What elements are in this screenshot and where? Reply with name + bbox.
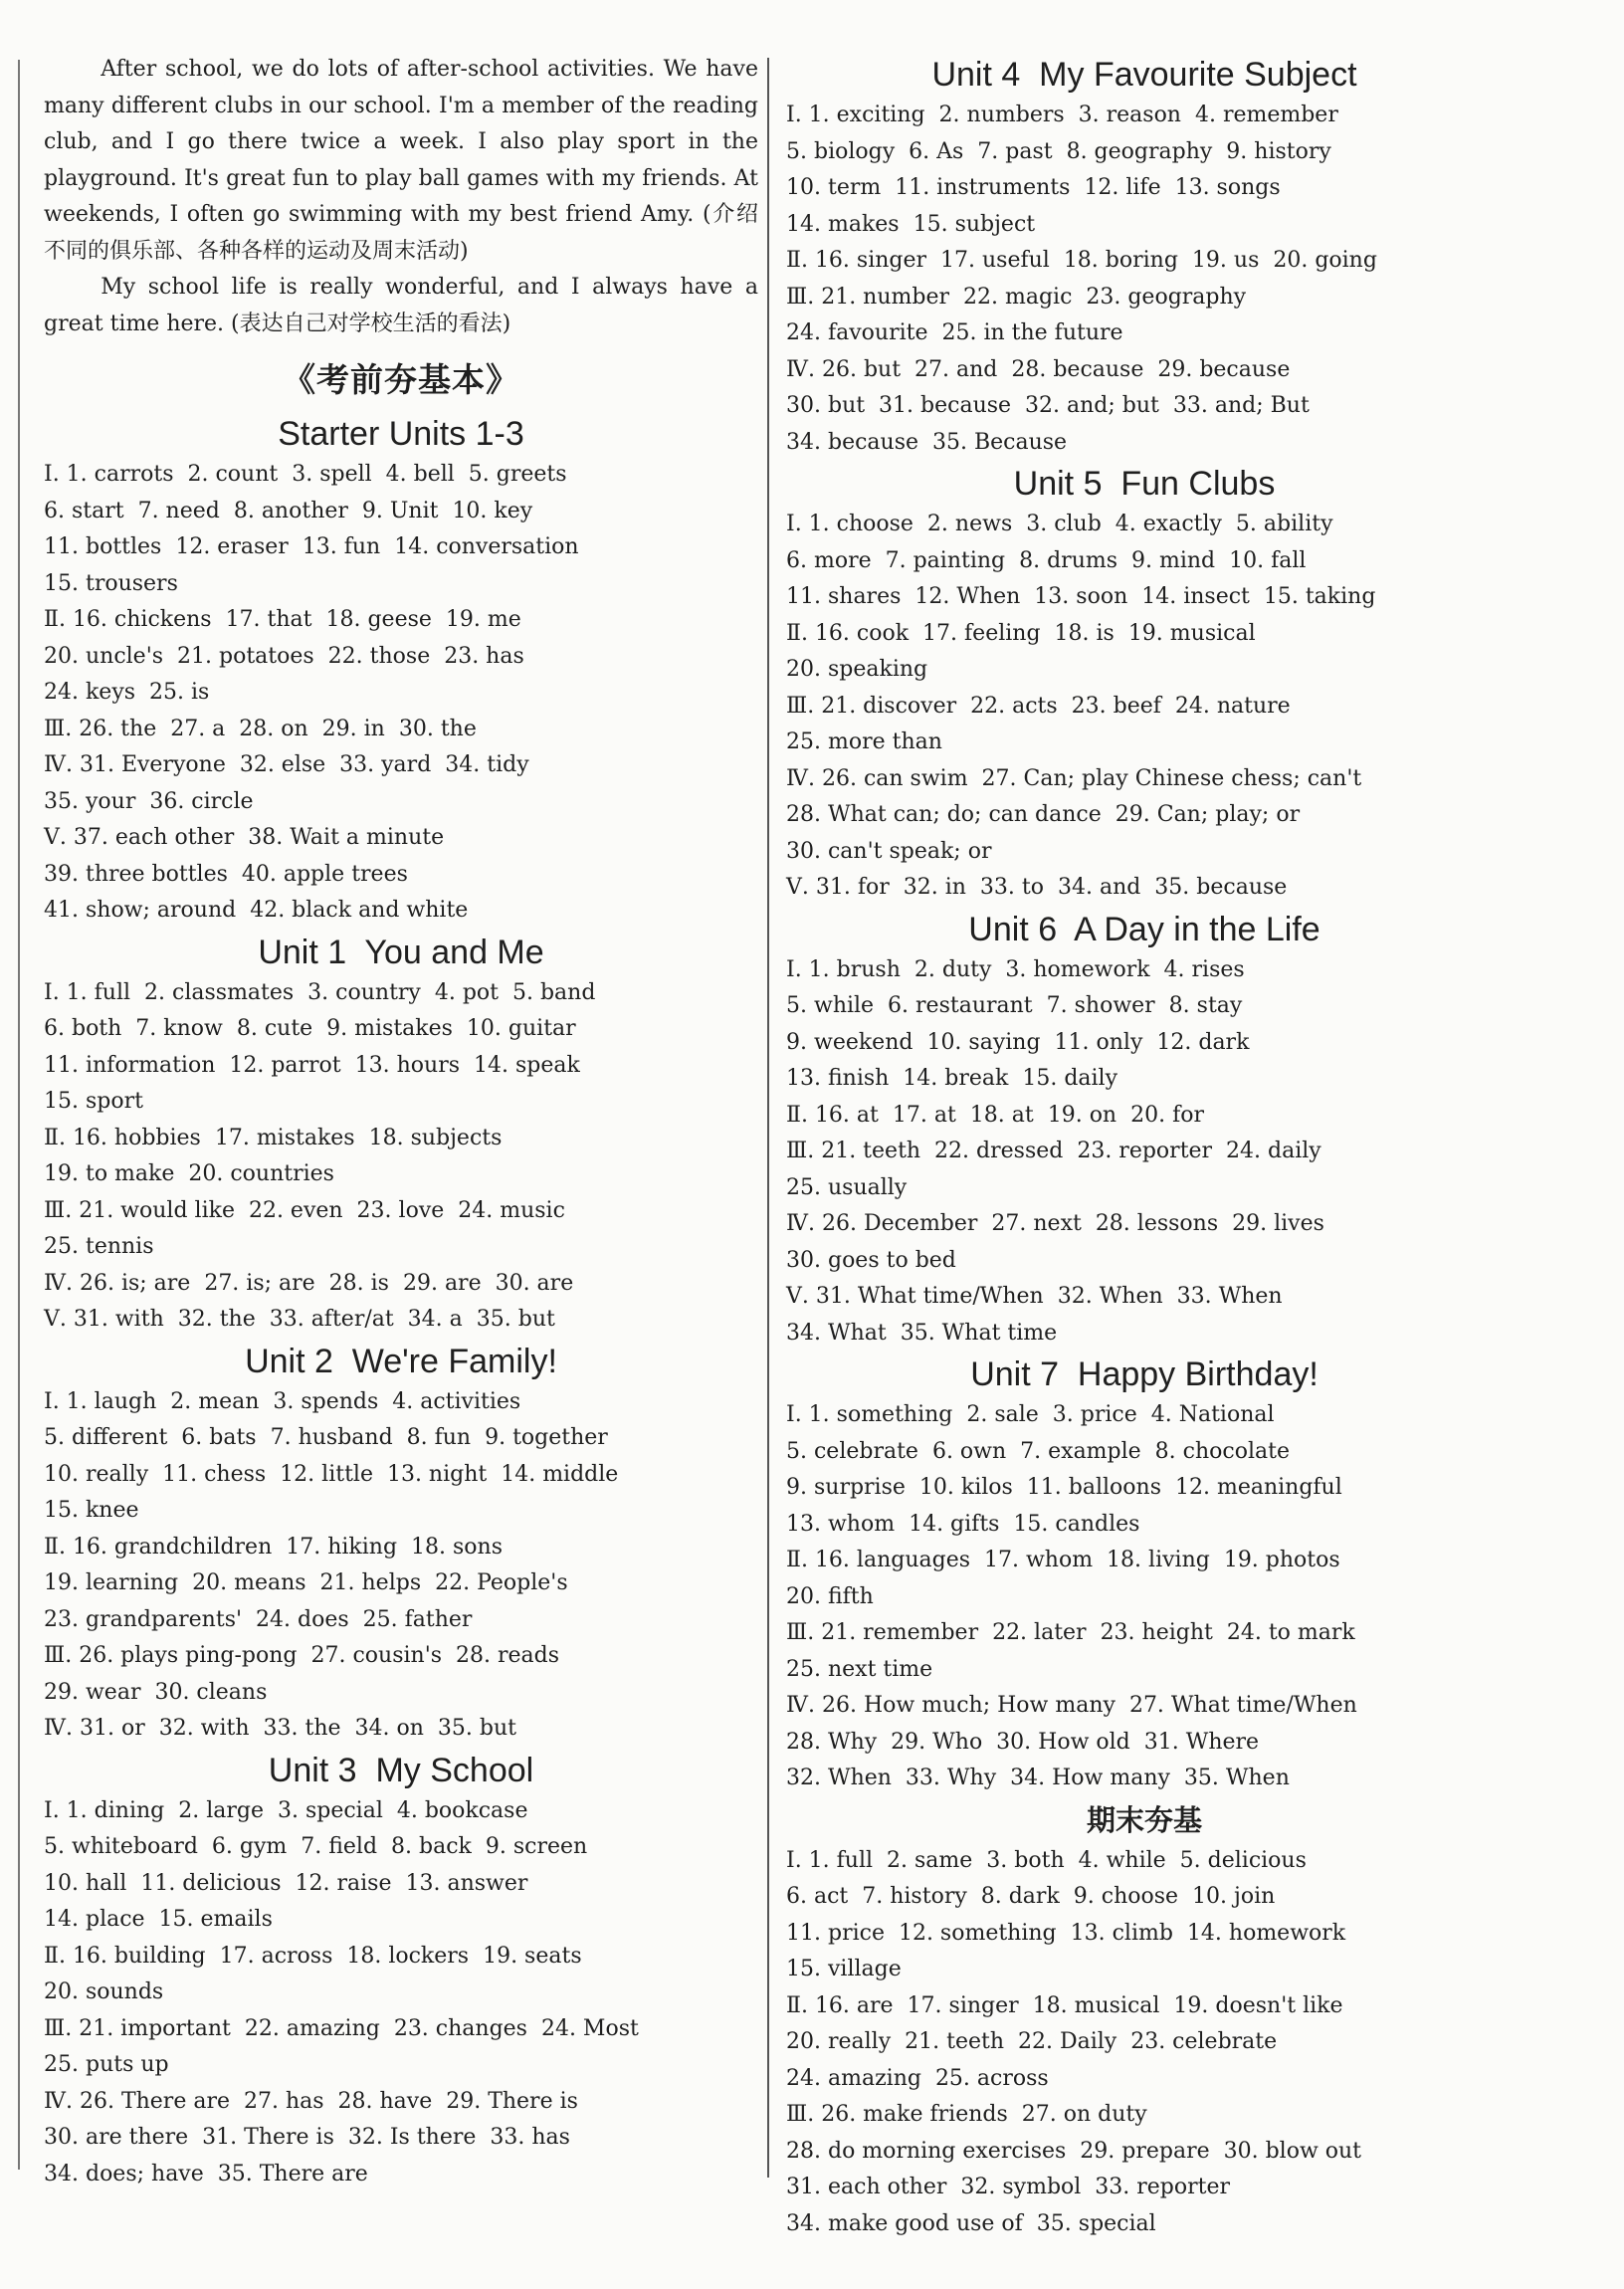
answer-line: 10. term 11. instruments 12. life 13. songs (786, 175, 1281, 200)
answer-line: Ⅱ. 16. grandchildren 17. hiking 18. sons (44, 1534, 503, 1560)
answer-line: 19. to make 20. countries (44, 1161, 334, 1186)
answer-line: 25. usually (786, 1174, 908, 1200)
answer-line: 5. biology 6. As 7. past 8. geography 9. history (786, 138, 1331, 164)
answer-line: 28. What can; do; can dance 29. Can; play; or (786, 802, 1301, 827)
unit-title: Unit 3 My School (268, 1751, 534, 1789)
answer-line: 6. more 7. painting 8. drums 9. mind 10. fall (786, 547, 1307, 573)
answer-line: Ⅲ. 21. would like 22. even 23. love 24. music (44, 1197, 565, 1223)
answer-line: Ⅰ. 1. dining 2. large 3. special 4. bookcase (44, 1797, 528, 1823)
answer-line: Ⅰ. 1. something 2. sale 3. price 4. National (786, 1402, 1275, 1427)
answer-line: 20. speaking (786, 657, 928, 682)
answer-line: Ⅲ. 21. discover 22. acts 23. beef 24. nature (786, 693, 1291, 719)
answer-line: 39. three bottles 40. apple trees (44, 861, 408, 887)
answer-line: Ⅳ. 26. There are 27. has 28. have 29. There is (44, 2088, 578, 2114)
unit-title: Unit 2 We're Family! (245, 1342, 557, 1380)
answer-line: 30. but 31. because 32. and; but 33. and; But (786, 393, 1310, 418)
answer-line: Ⅱ. 16. at 17. at 18. at 19. on 20. for (786, 1102, 1204, 1128)
answer-line: 34. does; have 35. There are (44, 2161, 368, 2186)
answer-line: 10. hall 11. delicious 12. raise 13. answer (44, 1870, 528, 1896)
answer-line: 34. because 35. Because (786, 429, 1068, 455)
unit-title: Starter Units 1-3 (278, 415, 524, 453)
answer-line: 11. information 12. parrot 13. hours 14. speak (44, 1052, 580, 1078)
answer-line: Ⅳ. 26. How much; How many 27. What time/When (786, 1693, 1357, 1718)
intro-paragraph-1: After school, we do lots of after-school activities. We have many different clubs in our school. I'm a member of the reading club, and I go there twice a week. I also play sport in the playground. It's great fun to play ball games with my friends. At weekends, I often go swimming with my best friend Amy. (介绍不同的俱乐部、各种各样的运动及周末活动) (44, 57, 758, 264)
answer-line: 31. each other 32. symbol 33. reporter (786, 2175, 1231, 2199)
answer-line: 29. wear 30. cleans (44, 1679, 268, 1705)
answer-line: Ⅲ. 21. teeth 22. dressed 23. reporter 24. daily (786, 1139, 1321, 1163)
answer-line: Ⅰ. 1. full 2. same 3. both 4. while 5. delicious (786, 1847, 1307, 1873)
intro-paragraph-2: My school life is really wonderful, and I always have a great time here. (表达自己对学校生活的看法) (44, 275, 758, 336)
answer-line: Ⅰ. 1. choose 2. news 3. club 4. exactly 5. ability (786, 512, 1333, 536)
answer-line: 23. grandparents' 24. does 25. father (44, 1606, 473, 1632)
answer-line: 9. surprise 10. kilos 11. balloons 12. meaningful (786, 1475, 1342, 1500)
answer-line: 5. celebrate 6. own 7. example 8. chocolate (786, 1438, 1290, 1464)
answer-line: 11. price 12. something 13. climb 14. homework (786, 1920, 1346, 1946)
answer-line: 6. both 7. know 8. cute 9. mistakes 10. guitar (44, 1016, 576, 1041)
unit-title: Unit 1 You and Me (258, 933, 544, 971)
answer-line: 24. keys 25. is (44, 680, 210, 705)
answer-line: Ⅳ. 26. December 27. next 28. lessons 29. lives (786, 1211, 1324, 1236)
answer-line: 15. village (786, 1957, 902, 1981)
final-review-answers (786, 1843, 1503, 2243)
answer-line: Ⅲ. 26. plays ping-pong 27. cousin's 28. reads (44, 1643, 560, 1668)
answer-line: 25. puts up (44, 2052, 169, 2077)
answer-line: Ⅴ. 37. each other 38. Wait a minute (44, 825, 445, 850)
answer-line: 11. bottles 12. eraser 13. fun 14. conversation (44, 534, 579, 559)
answer-line: Ⅲ. 26. the 27. a 28. on 29. in 30. the (44, 716, 477, 741)
answer-line: Ⅳ. 31. Everyone 32. else 33. yard 34. tidy (44, 752, 529, 777)
answer-line: 20. sounds (44, 1979, 164, 2004)
answer-line: Ⅳ. 26. can swim 27. Can; play Chinese chess; can't (786, 765, 1362, 791)
answer-line: 5. while 6. restaurant 7. shower 8. stay (786, 993, 1243, 1018)
answer-line: 20. fifth (786, 1583, 874, 1609)
answer-line: 28. do morning exercises 29. prepare 30. blow out (786, 2138, 1362, 2164)
answer-line: Ⅲ. 21. remember 22. later 23. height 24. to mark (786, 1620, 1355, 1645)
unit-title: Unit 6 A Day in the Life (968, 910, 1320, 948)
answer-line: 5. whiteboard 6. gym 7. field 8. back 9. screen (44, 1834, 588, 1859)
answer-line: Ⅴ. 31. What time/When 32. When 33. When (786, 1284, 1283, 1309)
answer-line: 9. weekend 10. saying 11. only 12. dark (786, 1029, 1250, 1055)
answer-line: 25. next time (786, 1656, 933, 1682)
answer-line: 35. your 36. circle (44, 788, 254, 814)
answer-line: Ⅱ. 16. languages 17. whom 18. living 19. photos (786, 1548, 1340, 1572)
answer-line: Ⅰ. 1. brush 2. duty 3. homework 4. rises (786, 956, 1245, 982)
answer-line: 14. makes 15. subject (786, 211, 1036, 237)
answer-line: 6. start 7. need 8. another 9. Unit 10. key (44, 498, 533, 523)
answer-line: Ⅱ. 16. singer 17. useful 18. boring 19. us 20. going (786, 248, 1377, 273)
answer-line: 6. act 7. history 8. dark 9. choose 10. join (786, 1884, 1276, 1909)
answer-line: 30. goes to bed (786, 1247, 956, 1273)
answer-line: 11. shares 12. When 13. soon 14. insect 15. taking (786, 584, 1376, 609)
answer-line: Ⅰ. 1. exciting 2. numbers 3. reason 4. remember (786, 103, 1338, 127)
answer-line: 5. different 6. bats 7. husband 8. fun 9. together (44, 1425, 608, 1450)
answer-line: 15. knee (44, 1498, 139, 1523)
right-sections (786, 52, 1503, 1797)
answer-line: Ⅰ. 1. full 2. classmates 3. country 4. pot 5. band (44, 979, 596, 1005)
answer-line: Ⅱ. 16. cook 17. feeling 18. is 19. musical (786, 620, 1256, 646)
answer-line: Ⅳ. 26. but 27. and 28. because 29. because (786, 356, 1291, 382)
answer-line: 34. What 35. What time (786, 1320, 1058, 1346)
answer-line: Ⅴ. 31. for 32. in 33. to 34. and 35. because (786, 875, 1288, 900)
answer-line: 30. are there 31. There is 32. Is there 33. has (44, 2125, 570, 2150)
answer-line: 24. amazing 25. across (786, 2065, 1049, 2091)
answer-line: Ⅱ. 16. chickens 17. that 18. geese 19. me (44, 607, 521, 632)
exam-prep-title: 《考前夯基本》 (283, 360, 519, 399)
answer-line: Ⅳ. 26. is; are 27. is; are 28. is 29. are 30. are (44, 1270, 574, 1296)
answer-line: 15. sport (44, 1089, 143, 1114)
unit-title: Unit 5 Fun Clubs (1013, 465, 1276, 503)
left-column (44, 52, 758, 2192)
final-review-title: 期末夯基 (1086, 1802, 1202, 1837)
answer-line: 24. favourite 25. in the future (786, 320, 1123, 345)
right-column (786, 52, 1503, 2242)
answer-line: 32. When 33. Why 34. How many 35. When (786, 1766, 1290, 1790)
left-margin-line (18, 60, 20, 2170)
answer-line: Ⅱ. 16. are 17. singer 18. musical 19. doesn't like (786, 1992, 1343, 2018)
answer-line: Ⅱ. 16. building 17. across 18. lockers 19. seats (44, 1943, 582, 1969)
answer-line: 19. learning 20. means 21. helps 22. People's (44, 1570, 568, 1595)
answer-line: 41. show; around 42. black and white (44, 898, 469, 923)
answer-line: 13. whom 14. gifts 15. candles (786, 1511, 1140, 1537)
answer-line: 15. trousers (44, 570, 178, 596)
answer-line: 14. place 15. emails (44, 1907, 273, 1932)
answer-line: Ⅲ. 26. make friends 27. on duty (786, 2102, 1147, 2127)
answer-line: 20. uncle's 21. potatoes 22. those 23. has (44, 643, 524, 669)
answer-line: 25. tennis (44, 1234, 154, 1259)
answer-line: Ⅰ. 1. laugh 2. mean 3. spends 4. activities (44, 1388, 521, 1414)
answer-line: 20. really 21. teeth 22. Daily 23. celebrate (786, 2029, 1278, 2054)
answer-line: 13. finish 14. break 15. daily (786, 1066, 1118, 1091)
answer-line: Ⅲ. 21. number 22. magic 23. geography (786, 284, 1247, 310)
column-divider (767, 58, 769, 2178)
answer-line: 10. really 11. chess 12. little 13. night 14. middle (44, 1461, 619, 1487)
answer-line: Ⅴ. 31. with 32. the 33. after/at 34. a 35. but (44, 1307, 555, 1332)
answer-line: 25. more than (786, 729, 942, 754)
answer-line: 34. make good use of 35. special (786, 2210, 1156, 2236)
answer-line: Ⅱ. 16. hobbies 17. mistakes 18. subjects (44, 1125, 503, 1150)
unit-title: Unit 7 Happy Birthday! (970, 1355, 1319, 1393)
left-sections (44, 411, 758, 2192)
answer-line: Ⅳ. 31. or 32. with 33. the 34. on 35. but (44, 1716, 516, 1741)
answer-line: Ⅰ. 1. carrots 2. count 3. spell 4. bell 5. greets (44, 462, 567, 487)
unit-title: Unit 4 My Favourite Subject (931, 56, 1357, 94)
answer-line: Ⅲ. 21. important 22. amazing 23. changes 24. Most (44, 2015, 639, 2041)
answer-line: 30. can't speak; or (786, 838, 992, 864)
answer-line: 28. Why 29. Who 30. How old 31. Where (786, 1729, 1260, 1755)
